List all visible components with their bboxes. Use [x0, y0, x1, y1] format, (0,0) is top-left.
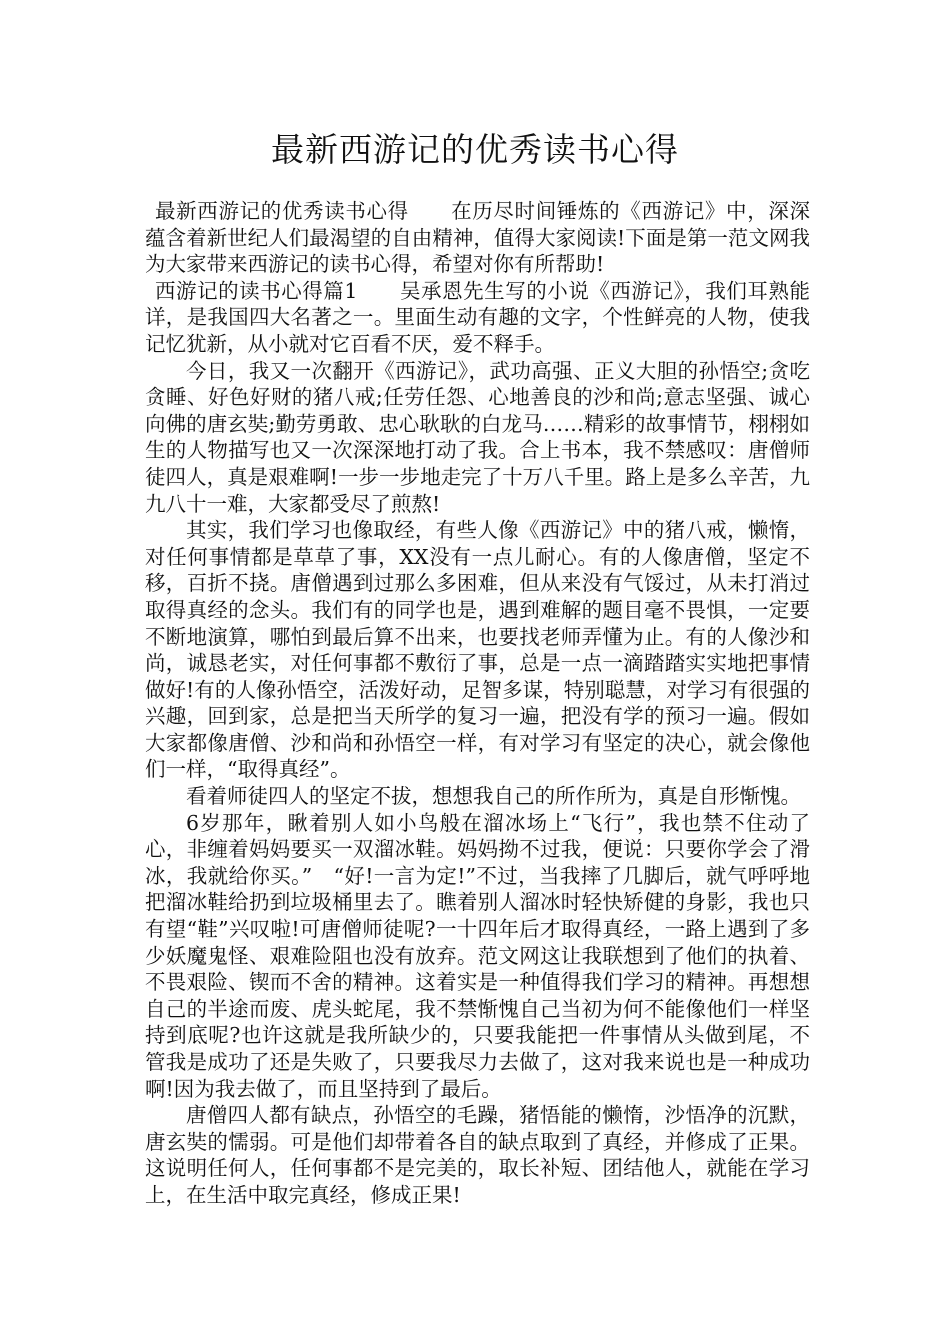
document-body — [145, 198, 810, 1209]
document-title: 最新西游记的优秀读书心得 — [271, 130, 679, 169]
paragraph-body: 今日，我又一次翻开《西游记》，武功高强、正义大胆的孙悟空;贪吃贪睡、好色好财的猪八戒;任劳任怨、心地善良的沙和尚;意志坚强、诚心向佛的唐玄奘;勤劳勇敢、忠心耿耿的白龙马……精彩的故事情节，栩栩如生的人物描写也又一次深深地打动了我。合上书本，我不禁感叹：唐僧师徒四人，真是艰难啊!一步一步地走完了十万八千里。路上是多么辛苦，九九八十一难，大家都受尽了煎熬! — [145, 358, 810, 516]
paragraph-body: 看着师徒四人的坚定不拔，想想我自己的所作所为，真是自形惭愧。 — [186, 784, 801, 809]
paragraph-body: 唐僧四人都有缺点，孙悟空的毛躁，猪悟能的懒惰，沙悟净的沉默，唐玄奘的懦弱。可是他们却带着各自的缺点取到了真经，并修成了正果。这说明任何人，任何事都不是完美的，取长补短、团结他人，就能在学习上，在生活中取完真经，修成正果! — [145, 1103, 810, 1207]
paragraph-body: 其实，我们学习也像取经，有些人像《西游记》中的猪八戒，懒惰，对任何事情都是草草了事，XX没有一点儿耐心。有的人像唐僧，坚定不移，百折不挠。唐僧遇到过那么多困难，但从来没有气馁过，从未打消过取得真经的念头。我们有的同学也是，遇到难解的题目毫不畏惧，一定要不断地演算，哪怕到最后算不出来，也要找老师弄懂为止。有的人像沙和尚，诚恳老实，对任何事都不敷衍了事，总是一点一滴踏踏实实地把事情做好!有的人像孙悟空，活泼好动，足智多谋，特别聪慧，对学习有很强的兴趣，回到家，总是把当天所学的复习一遍，把没有学的预习一遍。假如大家都像唐僧、沙和尚和孙悟空一样，有对学习有坚定的决心，就会像他们一样，“取得真经”。 — [145, 518, 810, 782]
paragraph-intro: 最新西游记的优秀读书心得 在历尽时间锤炼的《西游记》中，深深蕴含着新世纪人们最渴望的自由精神，值得大家阅读!下面是第一范文网我为大家带来西游记的读书心得，希望对你有所帮助! — [145, 199, 810, 277]
paragraph-body: 6岁那年，瞅着别人如小鸟般在溜冰场上“飞行”，我也禁不住动了心，非缠着妈妈要买一双溜冰鞋。妈妈拗不过我，便说：只要你学会了滑冰，我就给你买。” “好!一言为定!”不过，当我摔了几脚后，就气呼呼地把溜冰鞋给扔到垃圾桶里去了。瞧着别人溜冰时轻快矫健的身影，我也只有望“鞋”兴叹啦!可唐僧师徒呢?一十四年后才取得真经，一路上遇到了多少妖魔鬼怪、艰难险阻也没有放弃。范文网这让我联想到了他们的执着、不畏艰险、锲而不舍的精神。这着实是一种值得我们学习的精神。再想想自己的半途而废、虎头蛇尾，我不禁惭愧自己当初为何不能像他们一样坚持到底呢?也许这就是我所缺少的，只要我能把一件事情从头做到尾，不管我是成功了还是失败了，只要我尽力去做了，这对我来说也是一种成功啊!因为我去做了，而且坚持到了最后。 — [145, 810, 810, 1101]
paragraph-chapter-heading: 西游记的读书心得篇1 吴承恩先生写的小说《西游记》，我们耳熟能详，是我国四大名著之一。里面生动有趣的文字，个性鲜亮的人物，使我记忆犹新，从小就对它百看不厌，爱不释手。 — [145, 278, 810, 356]
